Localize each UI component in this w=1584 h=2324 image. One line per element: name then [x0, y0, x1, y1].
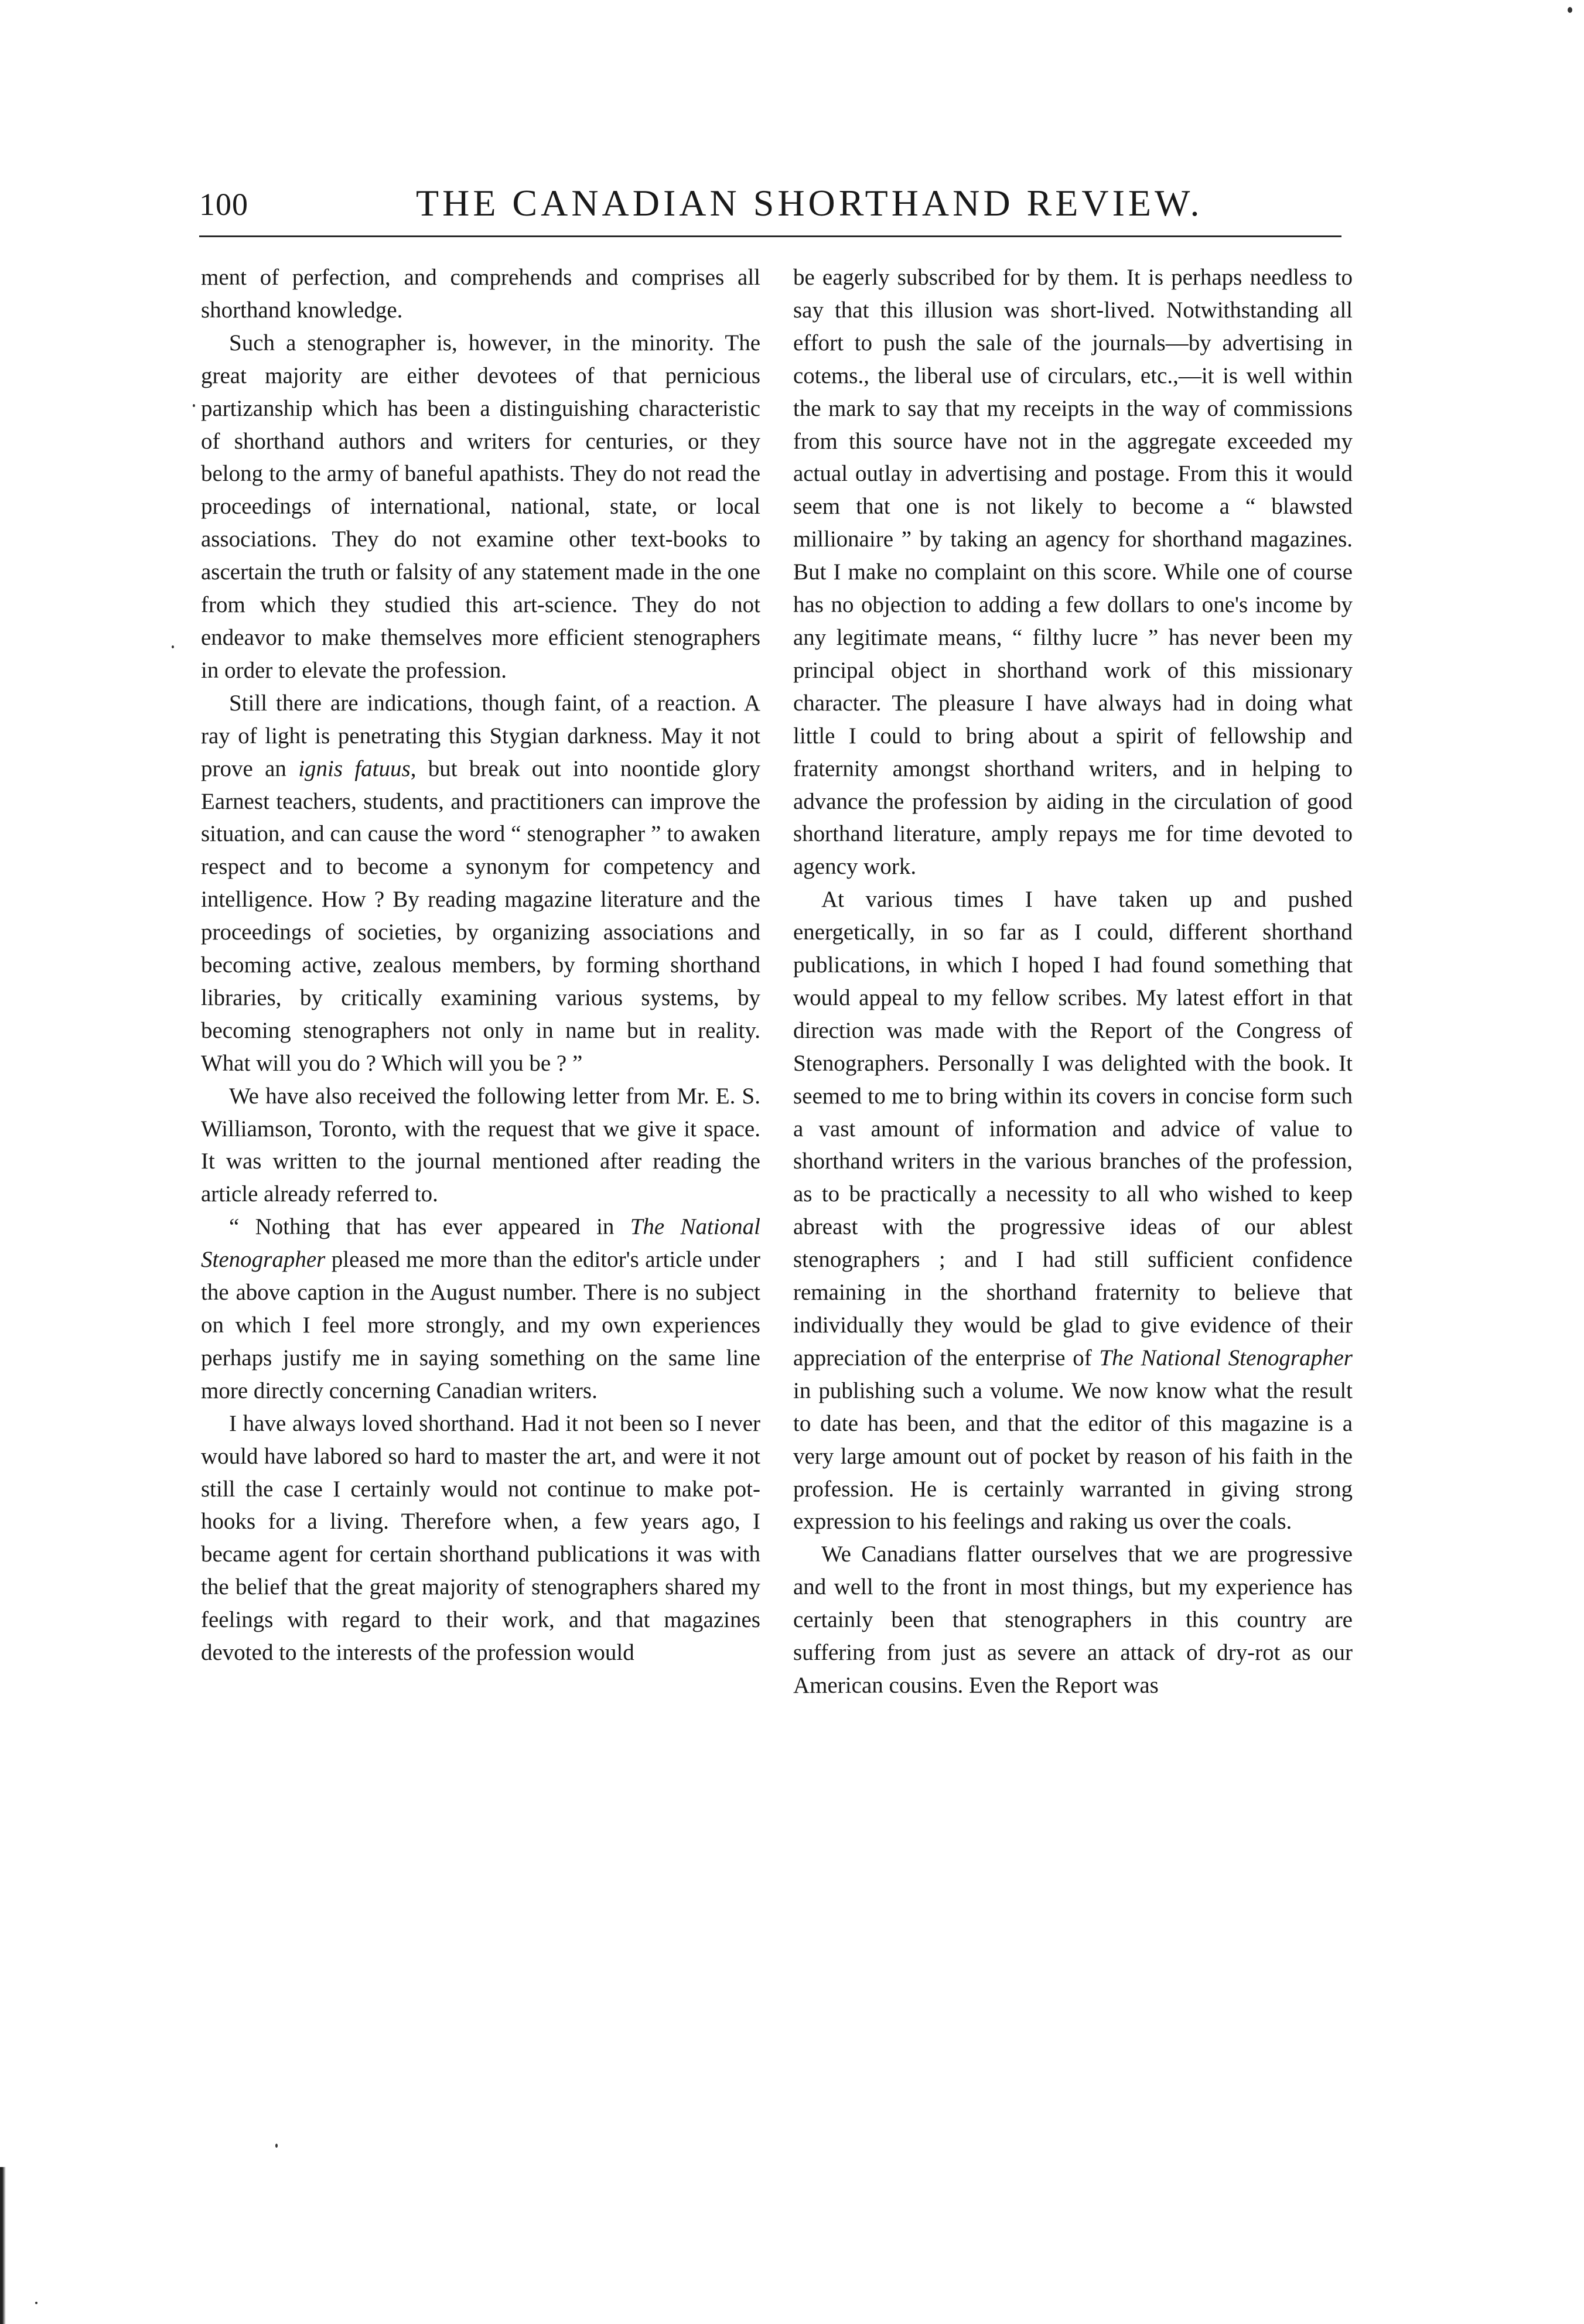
paragraph: [201, 687, 760, 1080]
header-rule: [199, 235, 1341, 237]
paragraph: We Canadians flatter ourselves that we are progressive and well to the front in most things, but my experience has certainly been that stenographers in this country are suffering from just as severe an attack of dry-rot as our American cousins. Even the Report was: [793, 1542, 1353, 1698]
paragraph: We have also received the following letter from Mr. E. S. Williamson, Toronto, with the request that we give it space. It was written to the journal mentioned after reading the article already referred to.: [201, 1083, 760, 1207]
paragraph: [793, 883, 1353, 1538]
paragraph-text: “ Nothing that has ever appeared in: [229, 1214, 630, 1240]
paragraph: I have always loved shorthand. Had it not been so I never would have labored so hard to master the art, and were it not still the case I certainly would not continue to make pot-hooks for a living. Therefore when, a few years ago, I became agent for certain shorthand publications it was with the belief that the great majority of stenographers shared my feelings with regard to their work, and that magazines devoted to the interests of the profession would: [201, 1410, 760, 1666]
paragraph-text: At various times I have taken up and pushed energetically, in so far as I could, different shorthand publications, in which I hoped I had found something that would appeal to my fellow scribes. My latest effort in that direction was made with the Report of the Congress of Stenographers. Personally I was delighted with the book. It seemed to me to bring within its covers in concise form such a vast amount of information and advice of value to shorthand writers in the various branches of the profession, as to be practically a necessity to all who wished to keep abreast with the progressive ideas of our ablest stenographers ; and I had still sufficient confidence remaining in the shorthand fraternity to believe that individually they would be glad to give evidence of their appreciation of the enterprise of: [793, 887, 1353, 1371]
paragraph: ment of perfection, and comprehends and comprises all shorthand knowledge.: [201, 265, 760, 323]
paragraph-text: , but break out into noontide glory Earnest teachers, students, and practitioners can improve the situation, and can cause the word “ stenographer ” to awaken respect and to become a synonym for competency and intelligence. How ? By reading magazine literature and the proceedings of societies, by organizing associations and becoming active, zealous members, by forming shorthand libraries, by critically examining various systems, by becoming stenographers not only in name but in reality. What will you do ? Which will you be ? ”: [201, 756, 760, 1076]
scan-speck: [172, 645, 174, 648]
paragraph: be eagerly subscribed for by them. It is perhaps needless to say that this illusion was short-lived. Notwithstanding all effort to push the sale of the journals—by advertising in cotems., the liberal use of circulars, etc.,—it is well within the mark to say that my receipts in the way of commissions from this source have not in the aggregate exceeded my actual outlay in advertising and postage. From this it would seem that one is not likely to become a “ blawsted millionaire ” by taking an agency for shorthand magazines. But I make no complaint on this score. While one of course has no objection to adding a few dollars to one's income by any legitimate means, “ filthy lucre ” has never been my principal object in shorthand work of this missionary character. The pleasure I have always had in doing what little I could to bring about a spirit of fellowship and fraternity amongst shorthand writers, and in helping to advance the profession by aiding in the circulation of good shorthand literature, amply repays me for time devoted to agency work.: [793, 265, 1353, 880]
paragraph-text: Still there are indications, though faint, of a reaction. A ray of light is penetrating this Stygian darkness. May it not prove an: [201, 690, 760, 781]
paragraph-text: in publishing such a volume. We now know what the result to date has been, and that the editor of this magazine is a very large amount out of pocket by reason of his faith in the profession. He is certainly warranted in giving strong expression to his feelings and raking us over the coals.: [793, 1378, 1353, 1534]
running-title: THE CANADIAN SHORTHAND REVIEW.: [416, 182, 1203, 224]
paragraph-text: pleased me more than the editor's article under the above caption in the August number. There is no subject on which I feel more strongly, and my own experiences perhaps justify me in saying something on the same line more directly concerning Canadian writers.: [201, 1247, 760, 1403]
latin-phrase: ignis fatuus: [298, 756, 411, 781]
scan-edge-mark: [0, 2167, 6, 2324]
paragraph: Such a stenographer is, however, in the minority. The great majority are either devotees of that pernicious partizanship which has been a distinguishing characteristic of shorthand authors and writers for centuries, or they belong to the army of baneful apathists. They do not read the proceedings of international, national, state, or local associations. They do not examine other text-books to ascertain the truth or falsity of any statement made in the one from which they studied this art-science. They do not endeavor to make themselves more efficient stenographers in order to elevate the profession.: [201, 330, 760, 683]
page-number: 100: [199, 187, 248, 222]
journal-title: The National Stenographer: [201, 1214, 760, 1273]
right-column: [793, 261, 1353, 1702]
scan-speck: [275, 2144, 278, 2148]
scan-speck: [193, 404, 195, 407]
paragraph: [201, 1211, 760, 1407]
scan-speck: [1568, 7, 1572, 13]
scan-speck: [35, 2302, 37, 2304]
left-column: [201, 261, 760, 1669]
journal-title: The National Stenographer: [1099, 1345, 1353, 1371]
